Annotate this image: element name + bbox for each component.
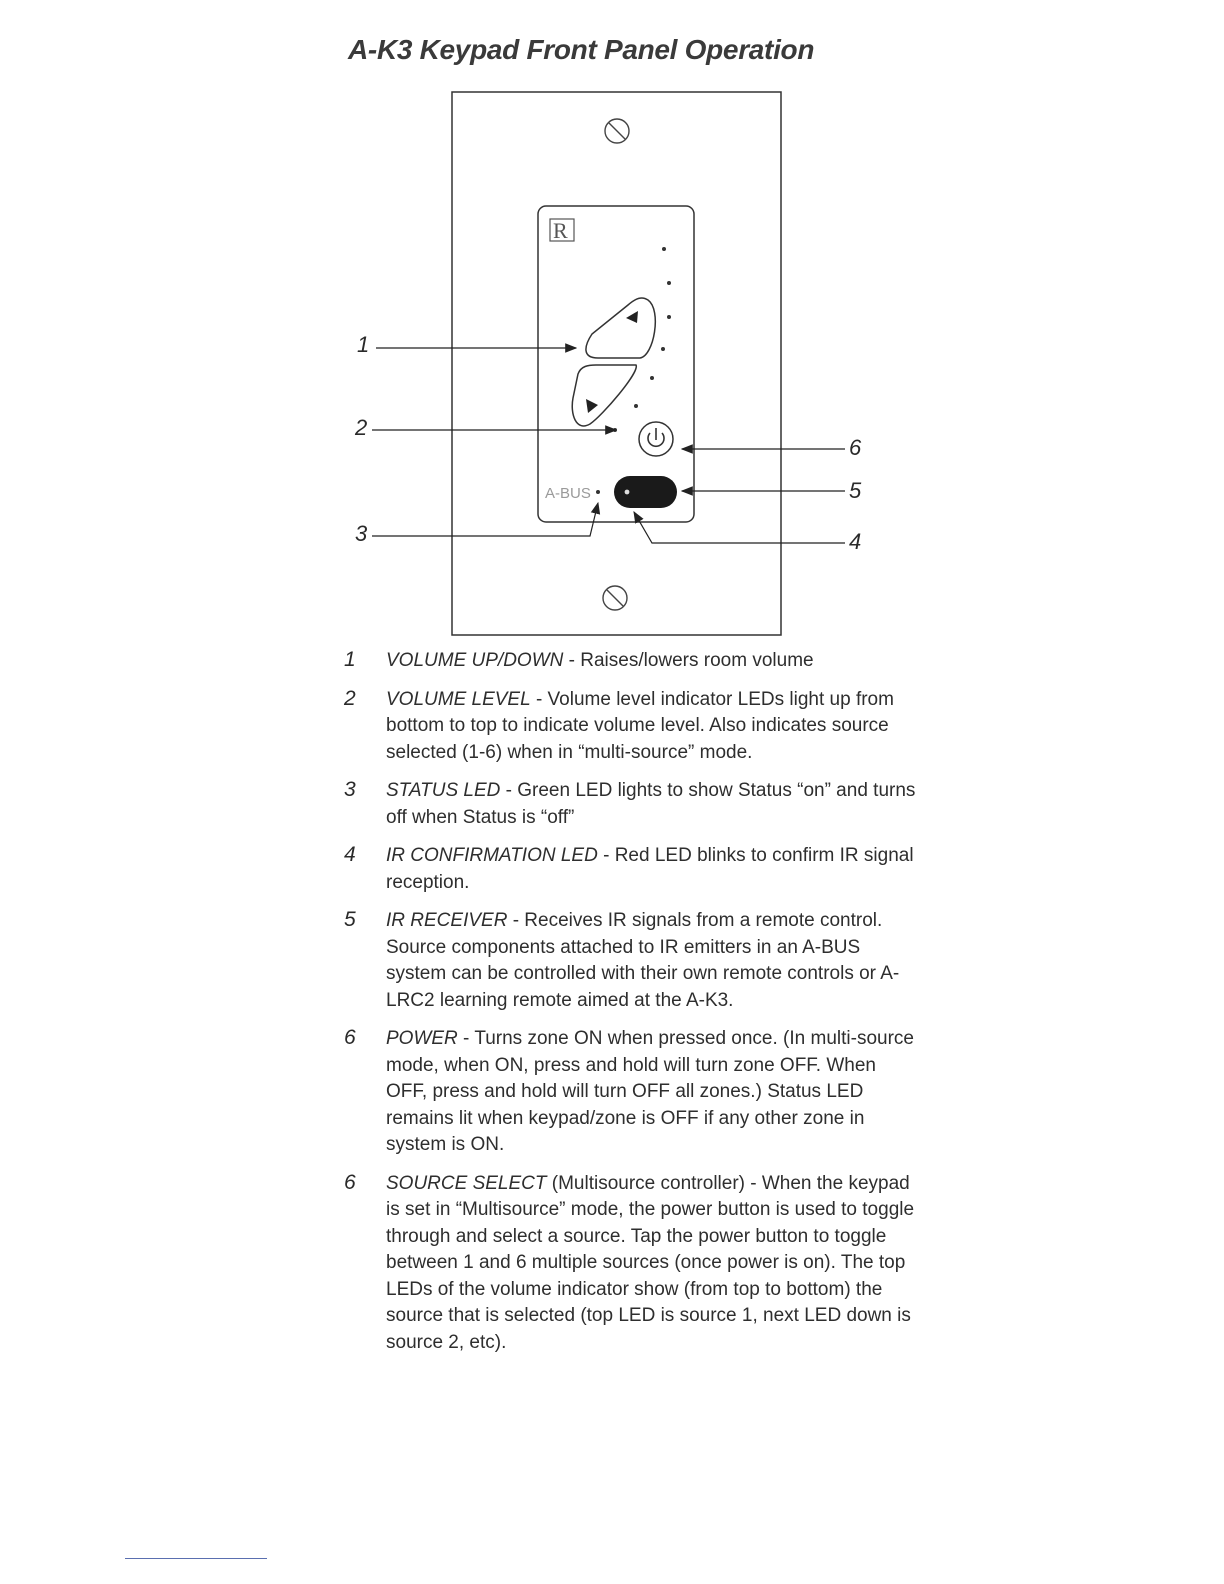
item-description: - Turns zone ON when pressed once. (In multi-source mode, when ON, press and hold will turn zone OFF. When OFF, press and hold will turn OFF all zones.) Status LED remains lit when keypad/zone is OFF if any other zone in system is ON. — [386, 1028, 914, 1155]
item-number: 3 — [344, 778, 356, 801]
abus-label: A-BUS — [545, 485, 591, 502]
volume-led — [662, 247, 666, 251]
list-item — [340, 908, 920, 1014]
list-item — [340, 1171, 920, 1357]
item-description: - Raises/lowers room volume — [563, 650, 814, 671]
list-item — [340, 648, 920, 675]
top-screw-icon — [605, 119, 629, 143]
item-term: IR CONFIRMATION LED — [386, 845, 598, 866]
ir-receiver-window — [614, 476, 677, 508]
volume-down-arrow-icon — [586, 399, 598, 413]
logo-text: R — [553, 218, 568, 243]
callout-4-label: 4 — [849, 529, 862, 554]
description-list — [340, 648, 920, 1356]
volume-up-button[interactable] — [586, 298, 655, 358]
list-item — [340, 778, 920, 831]
wall-plate — [452, 92, 781, 635]
item-number: 4 — [344, 843, 356, 866]
callout-4-line — [634, 512, 845, 543]
volume-down-button[interactable] — [572, 365, 636, 426]
item-number: 6 — [344, 1026, 356, 1049]
keypad-face — [538, 206, 694, 522]
item-number: 1 — [344, 648, 356, 671]
callout-2-label: 2 — [355, 415, 368, 440]
item-description: - Red LED blinks to confirm IR signal reception. — [386, 845, 914, 893]
status-led — [596, 490, 600, 494]
callout-6-label: 6 — [849, 435, 862, 460]
callout-3-line — [372, 503, 598, 536]
item-description: - Receives IR signals from a remote control. Source components attached to IR emitters in an A-BUS system can be controlled with their own remote controls or A-LRC2 learning remote aimed at the A-K3. — [386, 910, 900, 1011]
item-number: 6 — [344, 1170, 356, 1194]
volume-led — [661, 347, 665, 351]
item-description: - Green LED lights to show Status “on” and turns off when Status is “off” — [386, 780, 916, 828]
ir-confirmation-led — [625, 490, 630, 495]
item-term: STATUS LED — [386, 780, 501, 801]
power-icon — [648, 428, 664, 446]
volume-led — [650, 376, 654, 380]
item-term: IR RECEIVER — [386, 910, 508, 931]
item-description: - Volume level indicator LEDs light up from bottom to top to indicate volume level. Also indicates source selected (1-6) when in “multi-source” mode. — [386, 688, 894, 763]
item-description: (Multisource controller) - When the keypad is set in “Multisource” mode, the power button is used to toggle through and select a source. Tap the power button to toggle between 1 and 6 multiple sources (once power is on). The top LEDs of the volume indicator show (from top to bottom) the source that is selected (top LED is source 1, next LED down is source 2, etc). — [386, 1172, 915, 1353]
volume-led-column — [613, 247, 671, 432]
volume-led — [667, 315, 671, 319]
russound-logo-icon — [550, 218, 574, 243]
callout-5-label: 5 — [849, 478, 862, 503]
power-button[interactable] — [639, 422, 673, 456]
list-item — [340, 843, 920, 896]
callout-1-label: 1 — [357, 332, 370, 357]
item-term: VOLUME UP/DOWN — [386, 650, 564, 671]
item-number: 2 — [344, 686, 356, 710]
callout-3-label: 3 — [355, 521, 368, 546]
list-item — [340, 1026, 920, 1159]
item-number: 5 — [344, 908, 356, 931]
item-term: SOURCE SELECT — [386, 1172, 547, 1194]
volume-up-arrow-icon — [626, 311, 638, 323]
bottom-screw-icon — [603, 586, 627, 610]
item-term: POWER — [386, 1028, 458, 1049]
keypad-diagram — [0, 0, 1224, 650]
item-term: VOLUME LEVEL — [386, 688, 531, 710]
volume-led — [634, 404, 638, 408]
footnote-rule — [125, 1558, 267, 1559]
page-title: A-K3 Keypad Front Panel Operation — [348, 34, 815, 65]
volume-led — [667, 281, 671, 285]
list-item — [340, 687, 920, 767]
